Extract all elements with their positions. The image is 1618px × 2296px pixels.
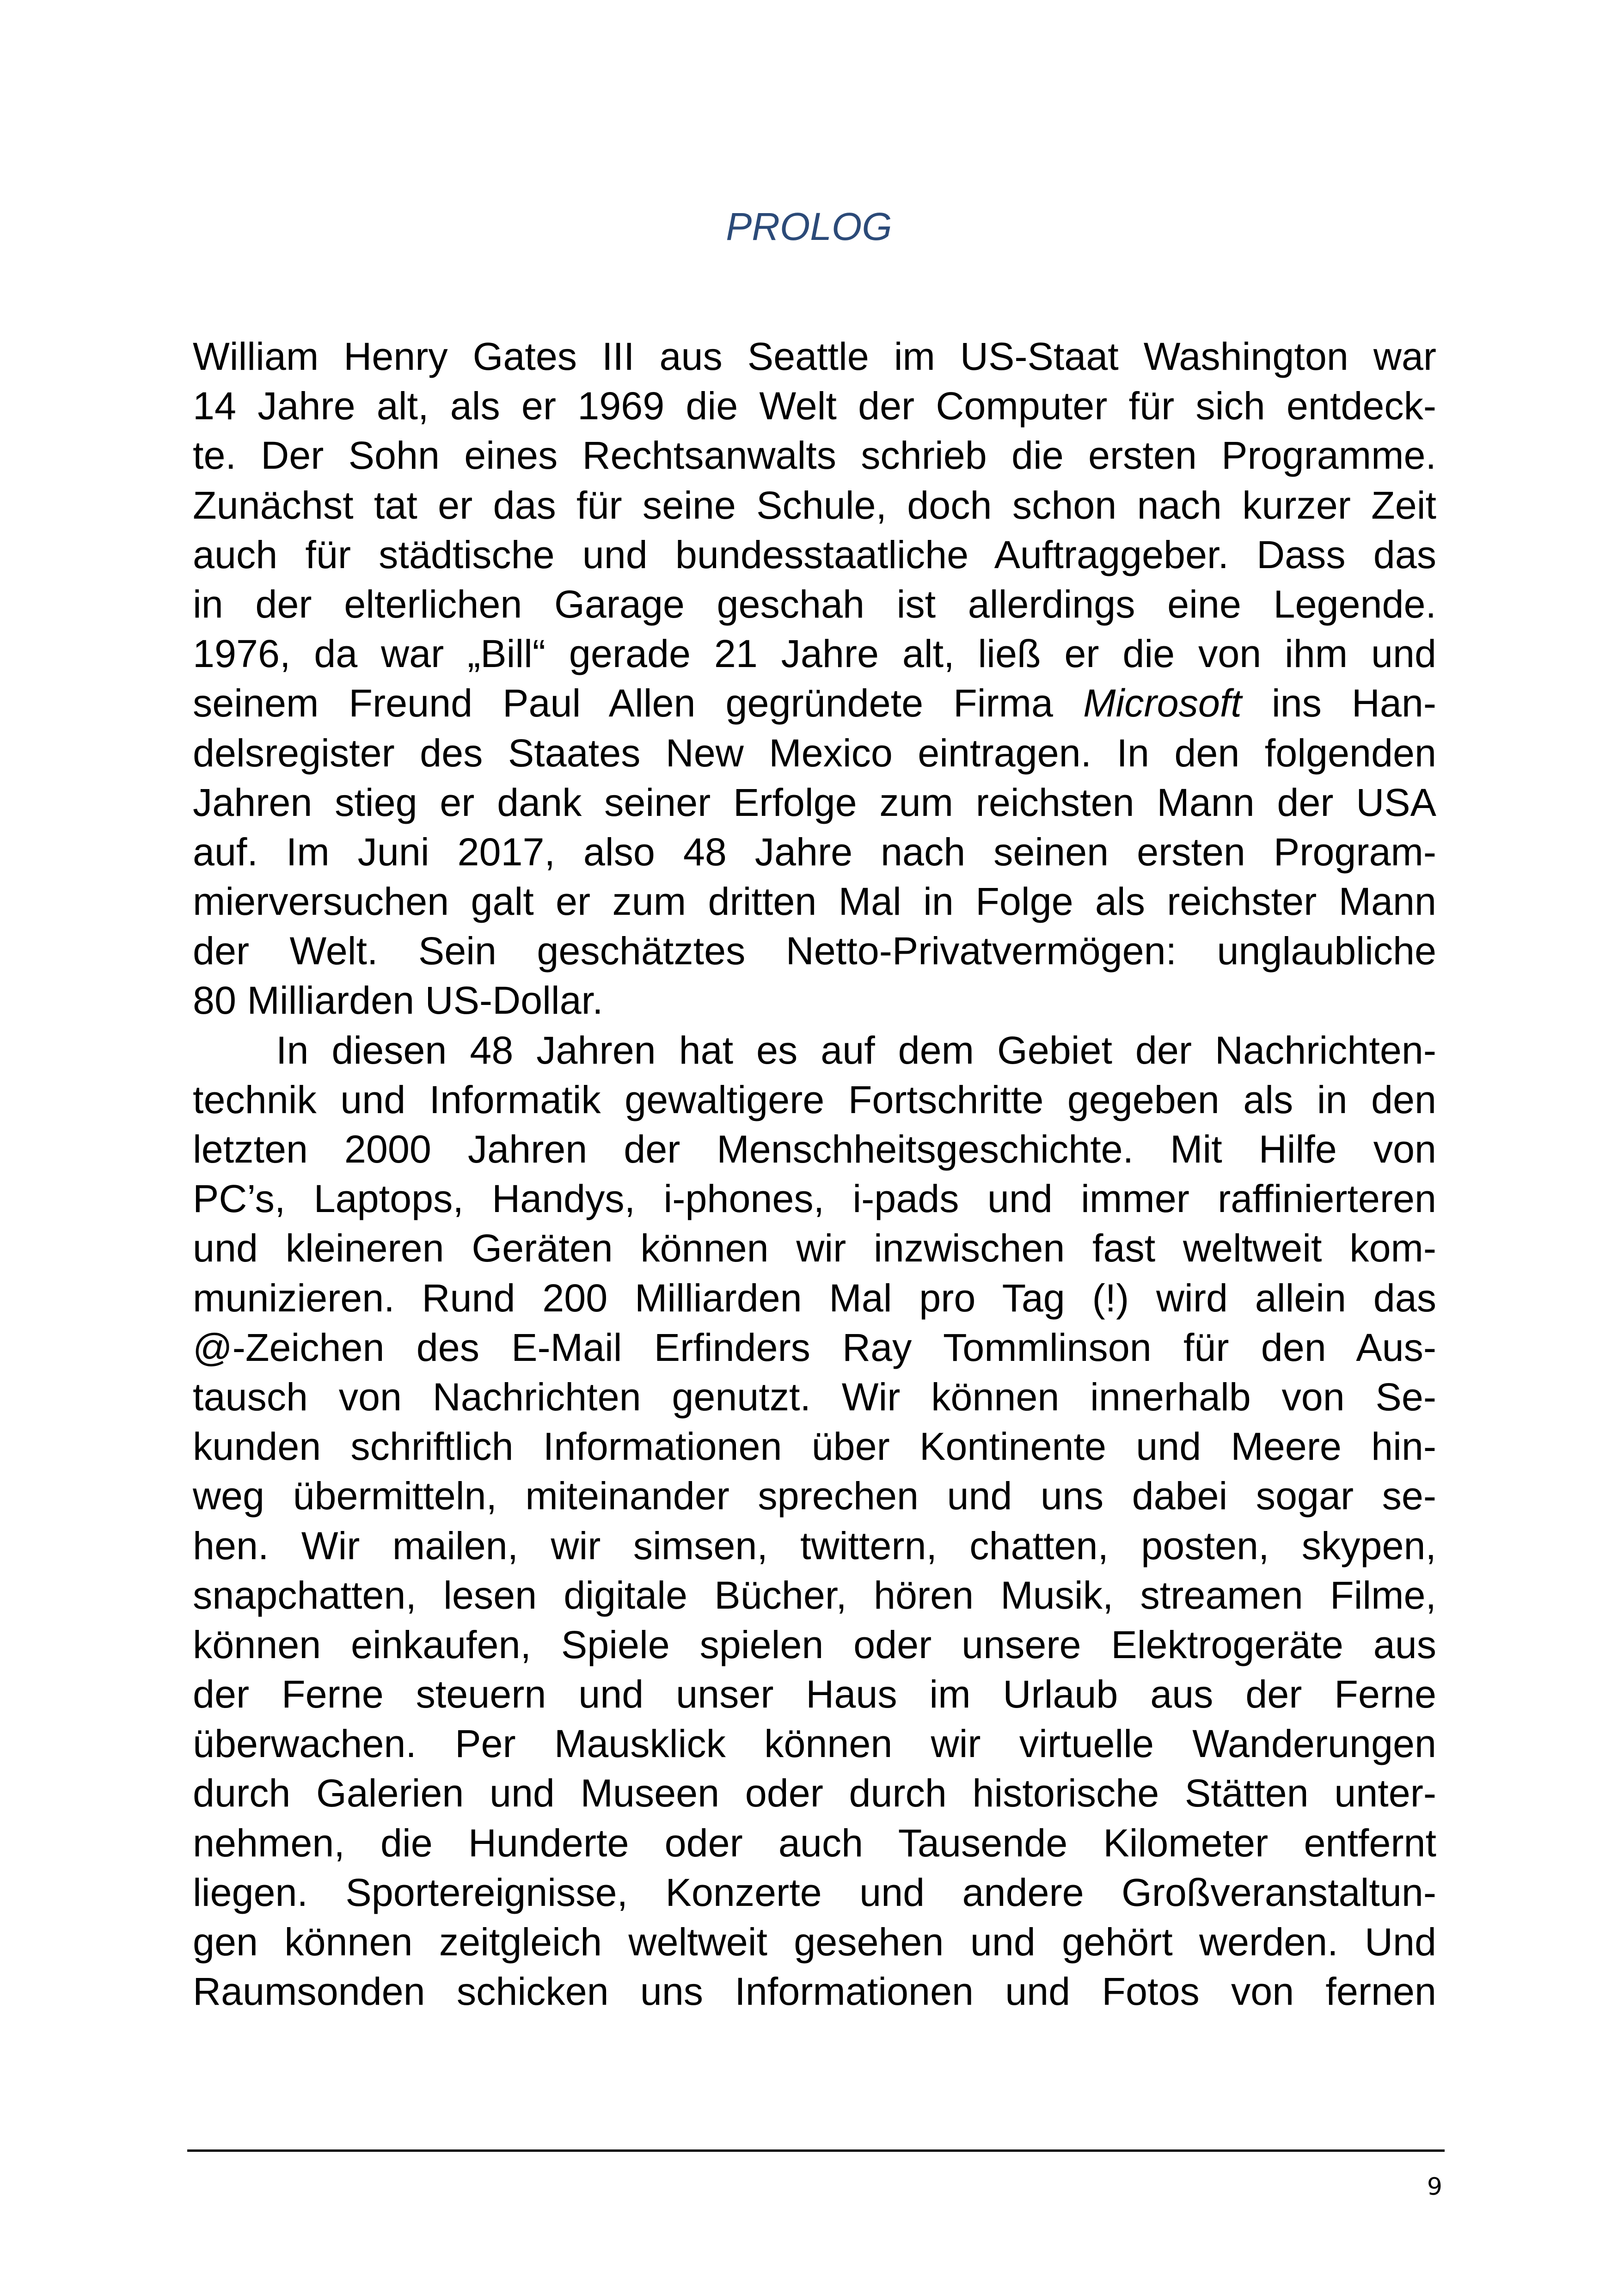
paragraph-line: snapchatten, lesen digitale Bücher, hören Musik, streamen Filme,: [193, 1573, 1436, 1617]
paragraph-line: munizieren. Rund 200 Milliarden Mal pro Tag (!) wird allein das: [193, 1276, 1436, 1320]
page-number: 9: [1427, 2173, 1442, 2201]
page-title: PROLOG: [726, 205, 892, 248]
paragraph-line: auch für städtische und bundesstaatliche Auftraggeber. Dass das: [193, 533, 1436, 576]
paragraph-line: delsregister des Staates New Mexico eintragen. In den folgenden: [193, 731, 1436, 775]
body-text: [193, 332, 1436, 2016]
paragraph-line: mierversuchen galt er zum dritten Mal in Folge als reichster Mann: [193, 880, 1436, 924]
paragraph-line: weg übermitteln, miteinander sprechen und uns dabei sogar se-: [193, 1474, 1436, 1518]
line-tail: ins Han-: [1241, 681, 1437, 725]
paragraph-line: Raumsonden schicken uns Informationen und Fotos von fernen: [193, 1970, 1436, 2014]
paragraph-line: nehmen, die Hunderte oder auch Tausende Kilometer entfernt: [193, 1821, 1436, 1865]
paragraph-line: 80 Milliarden US-Dollar.: [193, 979, 603, 1022]
footer-divider: [187, 2149, 1445, 2152]
paragraph-line: te. Der Sohn eines Rechtsanwalts schrieb die ersten Programme.: [193, 434, 1436, 478]
line-head: seinem Freund Paul Allen gegründete Firma: [193, 681, 1084, 725]
paragraph-line: durch Galerien und Museen oder durch historische Stätten unter-: [193, 1771, 1436, 1815]
paragraph-line: hen. Wir mailen, wir simsen, twittern, chatten, posten, skypen,: [193, 1524, 1436, 1567]
paragraph-line: der Welt. Sein geschätztes Netto-Privatvermögen: unglaubliche: [193, 929, 1436, 973]
paragraph-line: Zunächst tat er das für seine Schule, doch schon nach kurzer Zeit: [193, 483, 1436, 527]
paragraph-line: auf. Im Juni 2017, also 48 Jahre nach seinen ersten Program-: [193, 830, 1436, 874]
company-name: Microsoft: [1083, 681, 1242, 725]
paragraph-line: William Henry Gates III aus Seattle im US-Staat Washington war: [193, 335, 1436, 378]
paragraph-line: und kleineren Geräten können wir inzwischen fast weltweit kom-: [193, 1226, 1436, 1270]
paragraph-line: Jahren stieg er dank seiner Erfolge zum reichsten Mann der USA: [193, 780, 1436, 824]
paragraph-line: kunden schriftlich Informationen über Kontinente und Meere hin-: [193, 1425, 1436, 1469]
paragraph-line: PC’s, Laptops, Handys, i-phones, i-pads und immer raffinierteren: [193, 1177, 1436, 1221]
paragraph-line: in der elterlichen Garage geschah ist allerdings eine Legende.: [193, 582, 1436, 626]
paragraph-line: gen können zeitgleich weltweit gesehen und gehört werden. Und: [193, 1920, 1436, 1964]
paragraph-line: 14 Jahre alt, als er 1969 die Welt der Computer für sich entdeck-: [193, 384, 1436, 428]
paragraph-line: technik und Informatik gewaltigere Fortschritte gegeben als in den: [193, 1078, 1436, 1121]
paragraph-line: letzten 2000 Jahren der Menschheitsgeschichte. Mit Hilfe von: [193, 1127, 1436, 1171]
paragraph-line: liegen. Sportereignisse, Konzerte und andere Großveranstaltun-: [193, 1870, 1436, 1914]
paragraph-line: der Ferne steuern und unser Haus im Urlaub aus der Ferne: [193, 1672, 1436, 1716]
paragraph-line-with-italic: [193, 679, 1436, 728]
paragraph-line: In diesen 48 Jahren hat es auf dem Gebiet der Nachrichten-: [276, 1028, 1436, 1072]
paragraph-line: überwachen. Per Mausklick können wir virtuelle Wanderungen: [193, 1722, 1436, 1766]
paragraph-line: können einkaufen, Spiele spielen oder unsere Elektrogeräte aus: [193, 1623, 1436, 1666]
paragraph-line: tausch von Nachrichten genutzt. Wir können innerhalb von Se-: [193, 1375, 1436, 1419]
paragraph-line: 1976, da war „Bill“ gerade 21 Jahre alt, ließ er die von ihm und: [193, 632, 1436, 676]
paragraph-line: @-Zeichen des E-Mail Erfinders Ray Tommlinson für den Aus-: [193, 1325, 1436, 1369]
